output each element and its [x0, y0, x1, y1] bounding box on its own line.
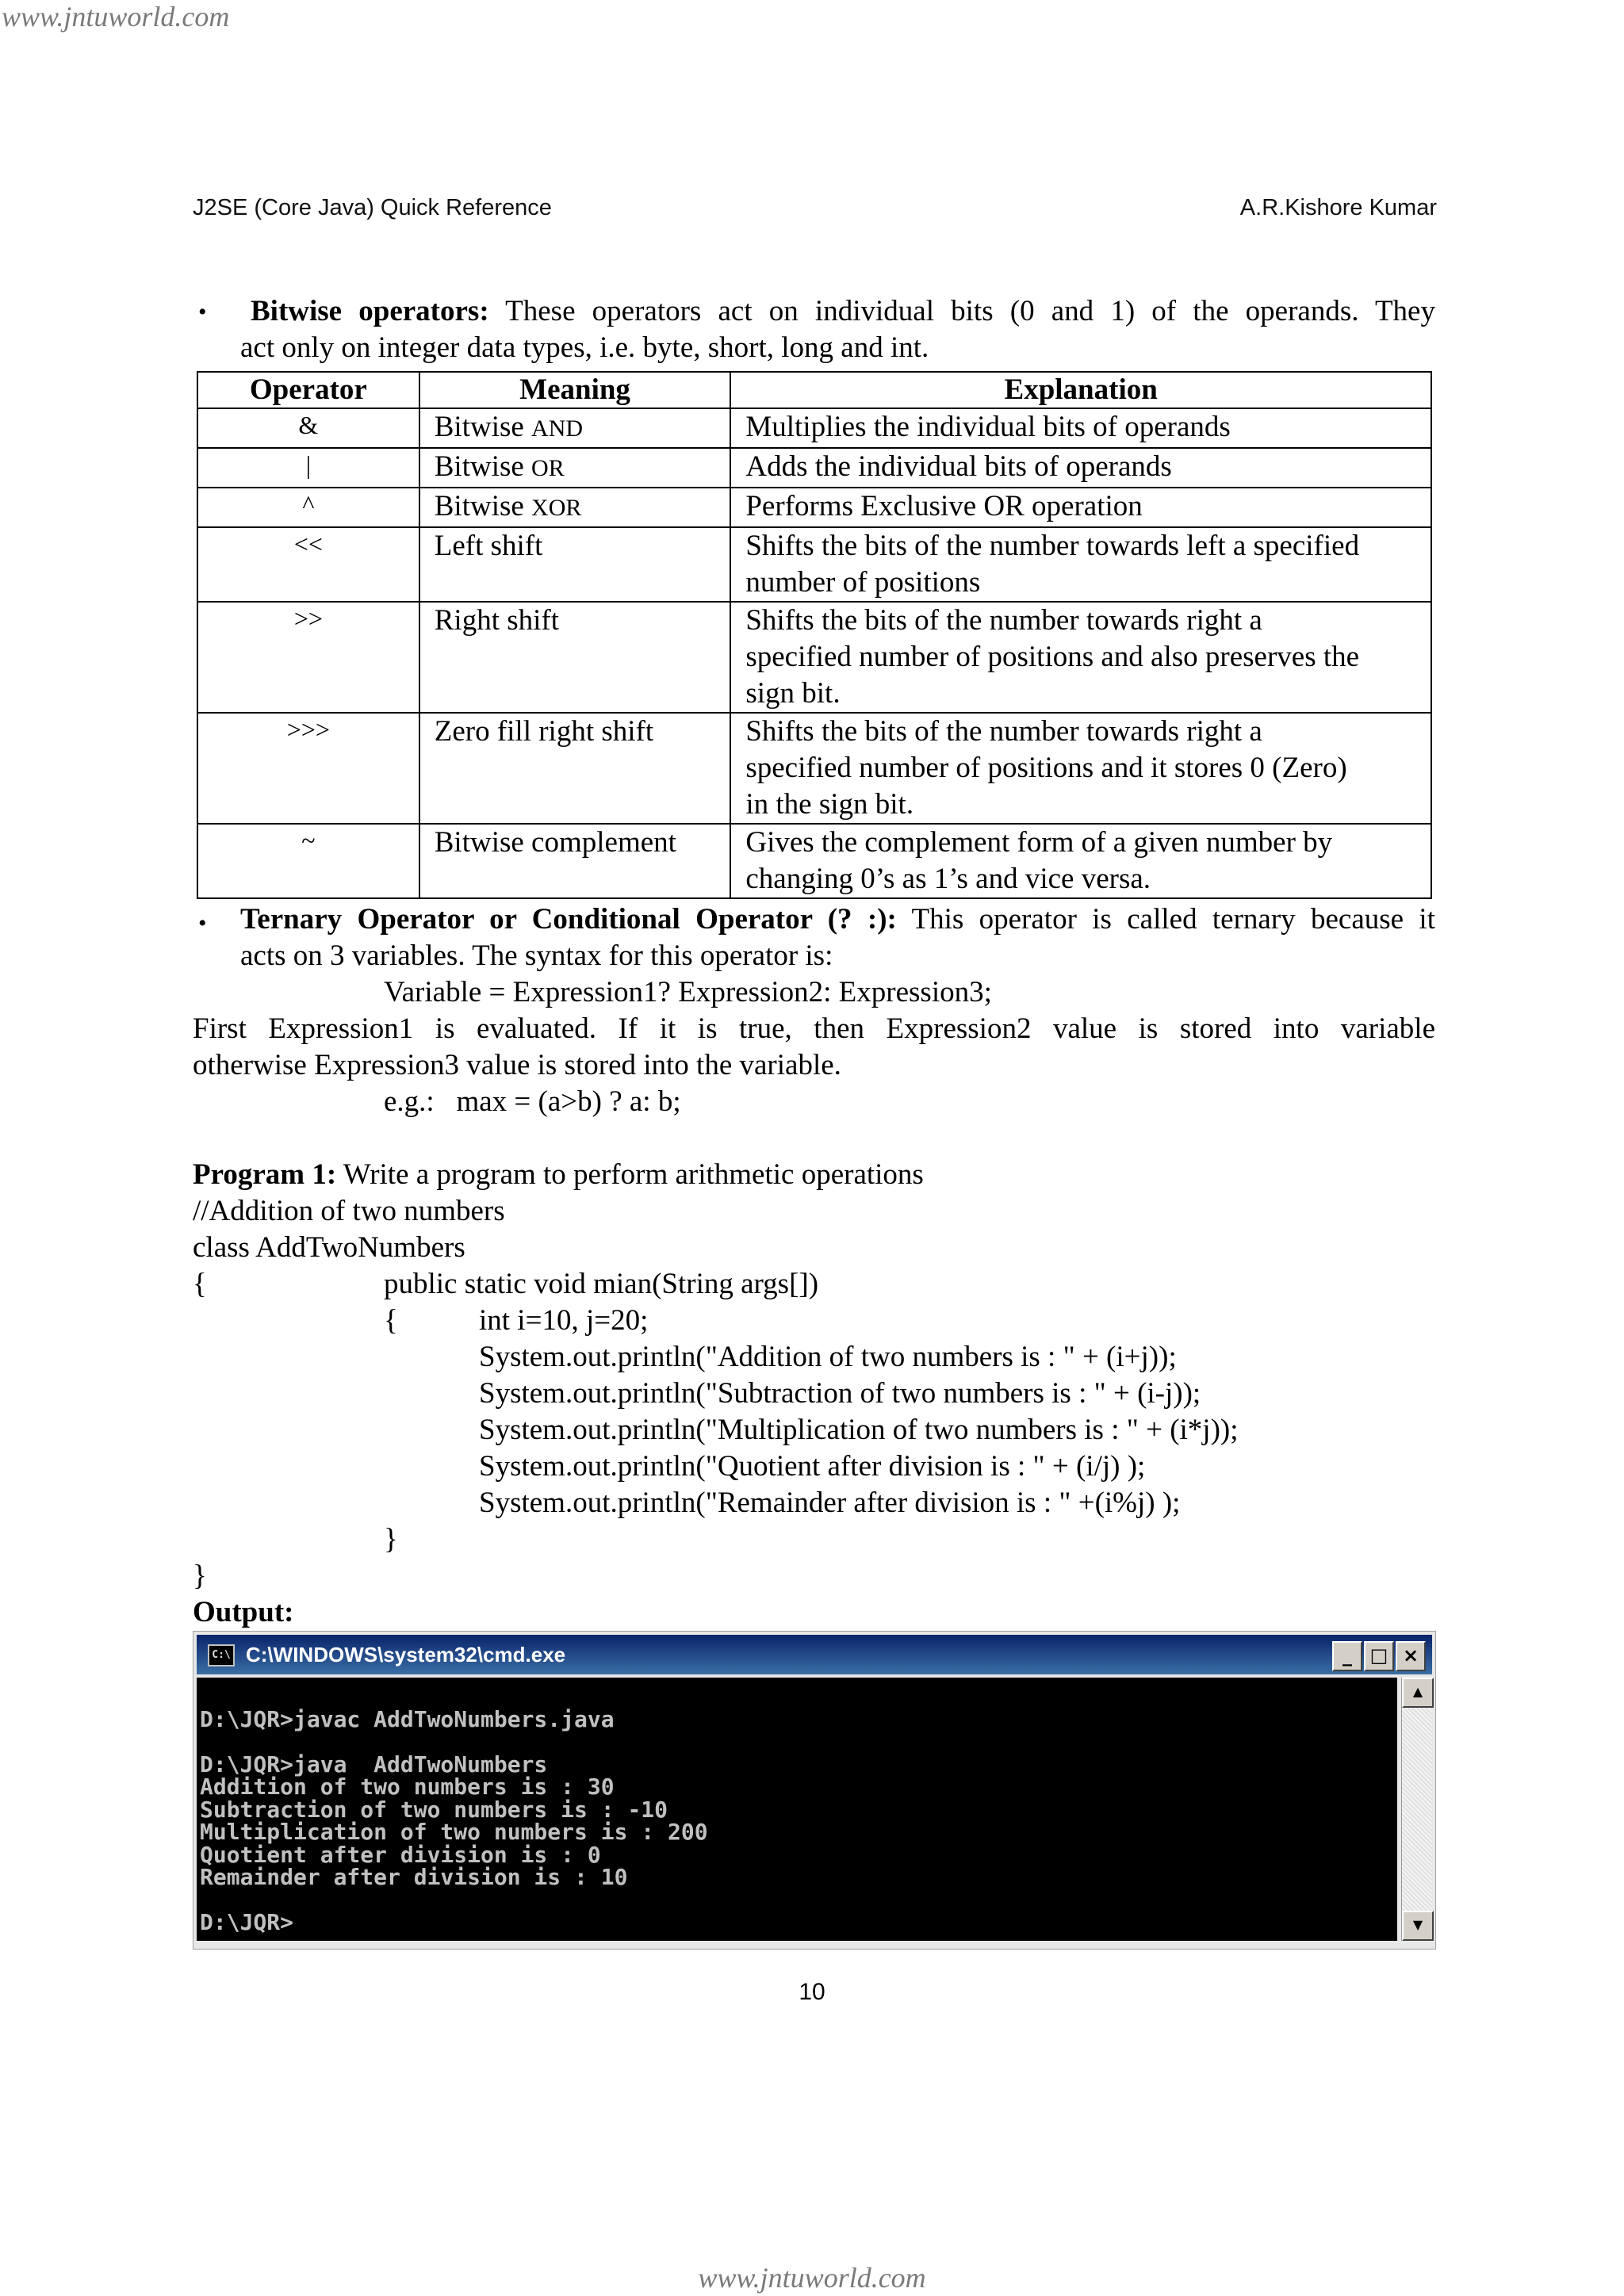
bitwise-operators-table — [197, 371, 1432, 899]
console-output[interactable] — [197, 1678, 1397, 1941]
console-line: D:\JQR> — [200, 1909, 294, 1935]
meaning-cell — [419, 602, 731, 713]
output-label — [193, 1594, 293, 1631]
ternary-text-1: This operator is called ternary because it — [911, 903, 1435, 936]
bitwise-text-2: act only on integer data types, i.e. byte, short, long and int. — [240, 331, 929, 364]
explanation-cell — [730, 824, 1431, 898]
code-line-brace-open-main: { — [384, 1304, 398, 1337]
explanation-cell — [730, 713, 1431, 824]
col-header-meaning: Meaning — [419, 372, 731, 408]
meaning-abbrev: AND — [531, 415, 584, 442]
table-row — [197, 408, 1431, 448]
code-line-println-div: System.out.println("Quotient after division is : " + (i/j) ); — [479, 1450, 1146, 1483]
explanation-cell — [730, 488, 1431, 527]
scroll-down-icon[interactable]: ▼ — [1402, 1911, 1434, 1941]
explanation-line: changing 0’s as 1’s and vice versa. — [745, 863, 1151, 895]
program-title: Program 1: — [193, 1158, 337, 1191]
page-number: 10 — [799, 1979, 825, 2005]
meaning-cell — [419, 488, 731, 527]
table-row — [197, 713, 1431, 824]
program-desc: Write a program to perform arithmetic operations — [343, 1158, 924, 1191]
table-header-row — [197, 372, 1431, 408]
ternary-example: e.g.: max = (a>b) ? a: b; — [384, 1085, 681, 1118]
console-line — [200, 1889, 1397, 1912]
console-line: Multiplication of two numbers is : 200 — [200, 1819, 708, 1845]
explanation-line: Shifts the bits of the number towards left a specified — [745, 530, 1360, 562]
code-line-comment: //Addition of two numbers — [193, 1195, 505, 1227]
meaning-cell — [419, 713, 731, 824]
explanation-line: Gives the complement form of a given number by — [745, 826, 1333, 859]
explanation-line: in the sign bit. — [745, 788, 914, 821]
explanation-cell — [730, 448, 1431, 488]
meaning-abbrev: XOR — [531, 495, 582, 521]
watermark-top: www.jntuworld.com — [2, 1, 230, 33]
bitwise-title: Bitwise operators: — [251, 295, 489, 327]
table-row — [197, 824, 1431, 898]
console-line: Addition of two numbers is : 30 — [200, 1774, 615, 1800]
meaning-cell — [419, 824, 731, 898]
explanation-cell — [730, 602, 1431, 713]
operator-cell: << — [197, 527, 419, 602]
operator-cell: | — [197, 448, 419, 488]
code-line-println-mul: System.out.println("Multiplication of two numbers is : " + (i*j)); — [479, 1414, 1239, 1446]
explanation-line: specified number of positions and also preserves the — [745, 641, 1360, 673]
code-line-class: class AddTwoNumbers — [193, 1231, 465, 1264]
operator-cell: ~ — [197, 824, 419, 898]
table-row — [197, 527, 1431, 602]
code-line-println-sub: System.out.println("Subtraction of two numbers is : " + (i-j)); — [479, 1377, 1201, 1410]
console-title-bar — [197, 1635, 1432, 1674]
ternary-text-2: acts on 3 variables. The syntax for this operator is: — [240, 939, 833, 972]
meaning-abbrev: OR — [531, 455, 565, 481]
explanation-line: Multiplies the individual bits of operands — [745, 411, 1231, 443]
bullet-bitwise: • — [198, 299, 207, 325]
console-line: Remainder after division is : 10 — [200, 1864, 628, 1890]
col-header-explanation: Explanation — [730, 372, 1431, 408]
code-line-brace-close-class: } — [193, 1559, 207, 1592]
code-line-println-mod: System.out.println("Remainder after division is : " +(i%j) ); — [479, 1487, 1181, 1519]
meaning-text: Bitwise — [434, 411, 532, 443]
meaning-text: Bitwise — [434, 450, 532, 483]
code-line-brace-close-main: } — [384, 1523, 398, 1556]
header-author: A.R.Kishore Kumar — [1239, 195, 1437, 220]
explanation-line: sign bit. — [745, 677, 841, 710]
console-scrollbar[interactable] — [1401, 1678, 1432, 1941]
meaning-cell — [419, 448, 731, 488]
meaning-text: Bitwise — [434, 490, 532, 522]
meaning-cell — [419, 408, 731, 448]
meaning-text: Bitwise complement — [434, 826, 676, 859]
meaning-text: Right shift — [434, 604, 560, 637]
table-row — [197, 602, 1431, 713]
header-title: J2SE (Core Java) Quick Reference — [193, 195, 552, 220]
console-line — [200, 1686, 1397, 1709]
explanation-line: number of positions — [745, 566, 981, 599]
code-line-vars: int i=10, j=20; — [479, 1304, 649, 1337]
console-line: Quotient after division is : 0 — [200, 1841, 601, 1868]
ternary-para-1: First Expression1 is evaluated. If it is true, then Expression2 value is stored into variable — [193, 1012, 1435, 1045]
meaning-text: Left shift — [434, 530, 543, 562]
bitwise-line-1 — [251, 293, 1435, 330]
output-label-text: Output: — [193, 1596, 294, 1628]
console-line — [200, 1731, 1397, 1754]
watermark-bottom: www.jntuworld.com — [698, 2262, 926, 2294]
console-app-icon: C:\ — [208, 1644, 235, 1667]
console-line: Subtraction of two numbers is : -10 — [200, 1796, 668, 1823]
ternary-line-1 — [240, 901, 1435, 938]
close-button[interactable]: × — [1396, 1641, 1426, 1671]
code-line-main: public static void mian(String args[]) — [384, 1268, 819, 1300]
ternary-syntax: Variable = Expression1? Expression2: Expression3; — [384, 976, 992, 1008]
minimize-button[interactable]: _ — [1332, 1641, 1362, 1671]
operator-cell: >>> — [197, 713, 419, 824]
operator-cell: >> — [197, 602, 419, 713]
explanation-cell — [730, 408, 1431, 448]
explanation-line: Performs Exclusive OR operation — [745, 490, 1143, 522]
maximize-button[interactable]: □ — [1364, 1641, 1394, 1671]
meaning-text: Zero fill right shift — [434, 715, 654, 748]
operator-cell: ^ — [197, 488, 419, 527]
console-line: D:\JQR>java AddTwoNumbers — [200, 1751, 548, 1777]
ternary-para-2: otherwise Expression3 value is stored into the variable. — [193, 1049, 841, 1081]
ternary-title: Ternary Operator or Conditional Operator (? :): — [240, 903, 897, 936]
explanation-line: Shifts the bits of the number towards right a — [745, 604, 1262, 637]
table-row — [197, 448, 1431, 488]
explanation-line: Adds the individual bits of operands — [745, 450, 1172, 483]
bullet-ternary: • — [198, 910, 207, 936]
console-title: C:\WINDOWS\system32\cmd.exe — [246, 1643, 566, 1667]
explanation-cell — [730, 527, 1431, 602]
operator-cell: & — [197, 408, 419, 448]
explanation-line: specified number of positions and it stores 0 (Zero) — [745, 752, 1347, 784]
console-window — [193, 1631, 1436, 1950]
table-row — [197, 488, 1431, 527]
console-line: D:\JQR>javac AddTwoNumbers.java — [200, 1705, 615, 1732]
col-header-operator: Operator — [197, 372, 419, 408]
bitwise-text-1: These operators act on individual bits (0 and 1) of the operands. They — [505, 295, 1435, 327]
code-line-brace-open-class: { — [193, 1268, 207, 1300]
table-body — [197, 408, 1431, 898]
program-heading — [193, 1157, 924, 1193]
code-line-println-add: System.out.println("Addition of two numbers is : " + (i+j)); — [479, 1341, 1177, 1373]
explanation-line: Shifts the bits of the number towards right a — [745, 715, 1262, 748]
scroll-up-icon[interactable]: ▲ — [1402, 1678, 1434, 1708]
meaning-cell — [419, 527, 731, 602]
